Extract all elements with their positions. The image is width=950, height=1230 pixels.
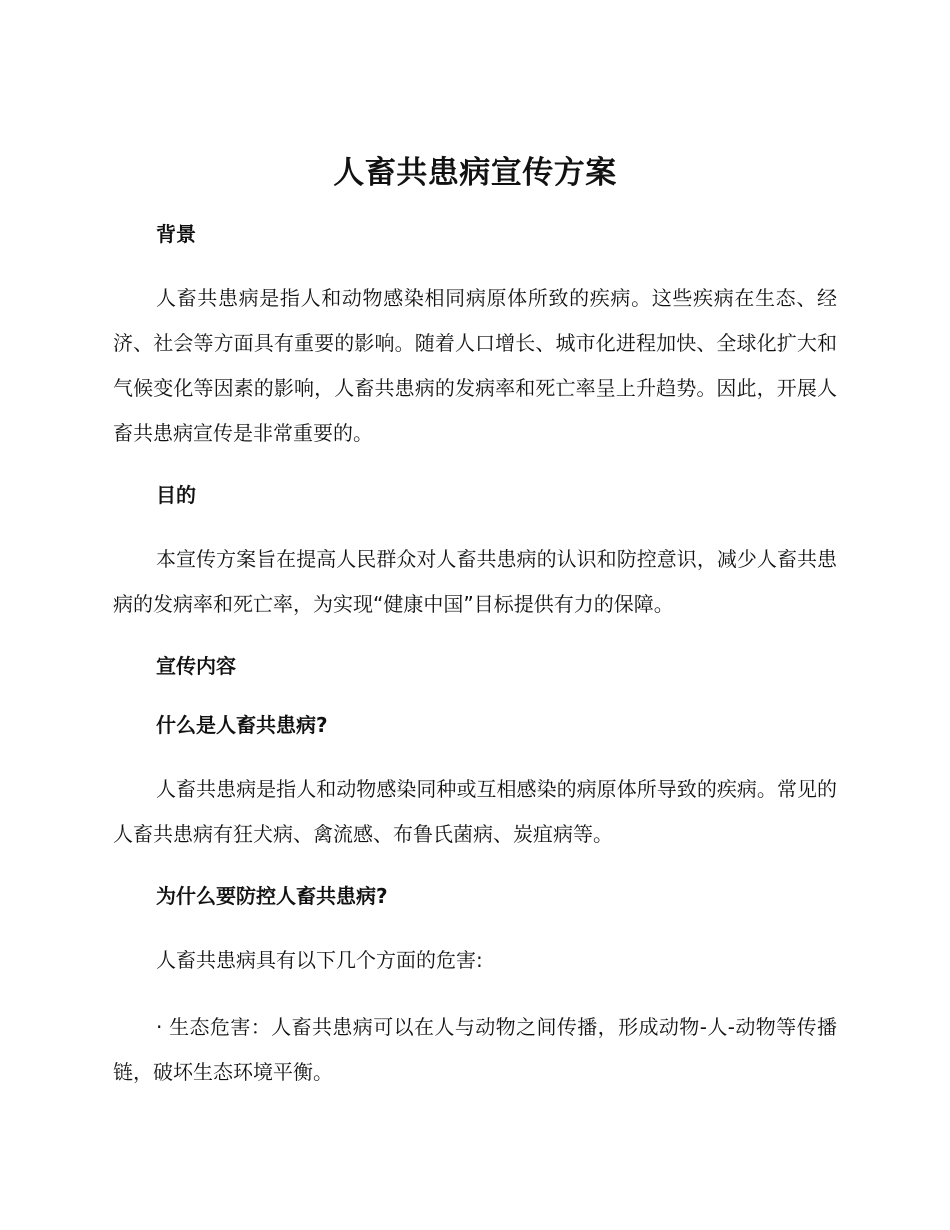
what-is-paragraph: 人畜共患病是指人和动物感染同种或互相感染的病原体所导致的疾病。常见的人畜共患病有狂犬病、禽流感、布鲁氏菌病、炭疽病等。 xyxy=(113,777,837,846)
background-paragraph: 人畜共患病是指人和动物感染相同病原体所致的疾病。这些疾病在生态、经济、社会等方面具有重要的影响。随着人口增长、城市化进程加快、全球化扩大和气候变化等因素的影响，人畜共患病的发病率和死亡率呈上升趋势。因此，开展人畜共患病宣传是非常重要的。 xyxy=(113,286,837,445)
why-bullet-ecological: · 生态危害：人畜共患病可以在人与动物之间传播，形成动物-人-动物等传播链，破坏生态环境平衡。 xyxy=(113,1015,837,1084)
document-title: 人畜共患病宣传方案 xyxy=(333,155,617,191)
purpose-paragraph: 本宣传方案旨在提高人民群众对人畜共患病的认识和防控意识，减少人畜共患病的发病率和死亡率，为实现“健康中国”目标提供有力的保障。 xyxy=(113,547,837,616)
subheading-what-is: 什么是人畜共患病? xyxy=(156,713,328,737)
section-heading-content: 宣传内容 xyxy=(156,654,236,678)
why-intro-paragraph: 人畜共患病具有以下几个方面的危害: xyxy=(156,948,483,972)
section-heading-purpose: 目的 xyxy=(156,483,196,507)
subheading-why: 为什么要防控人畜共患病? xyxy=(156,884,388,908)
section-heading-background: 背景 xyxy=(156,222,196,246)
